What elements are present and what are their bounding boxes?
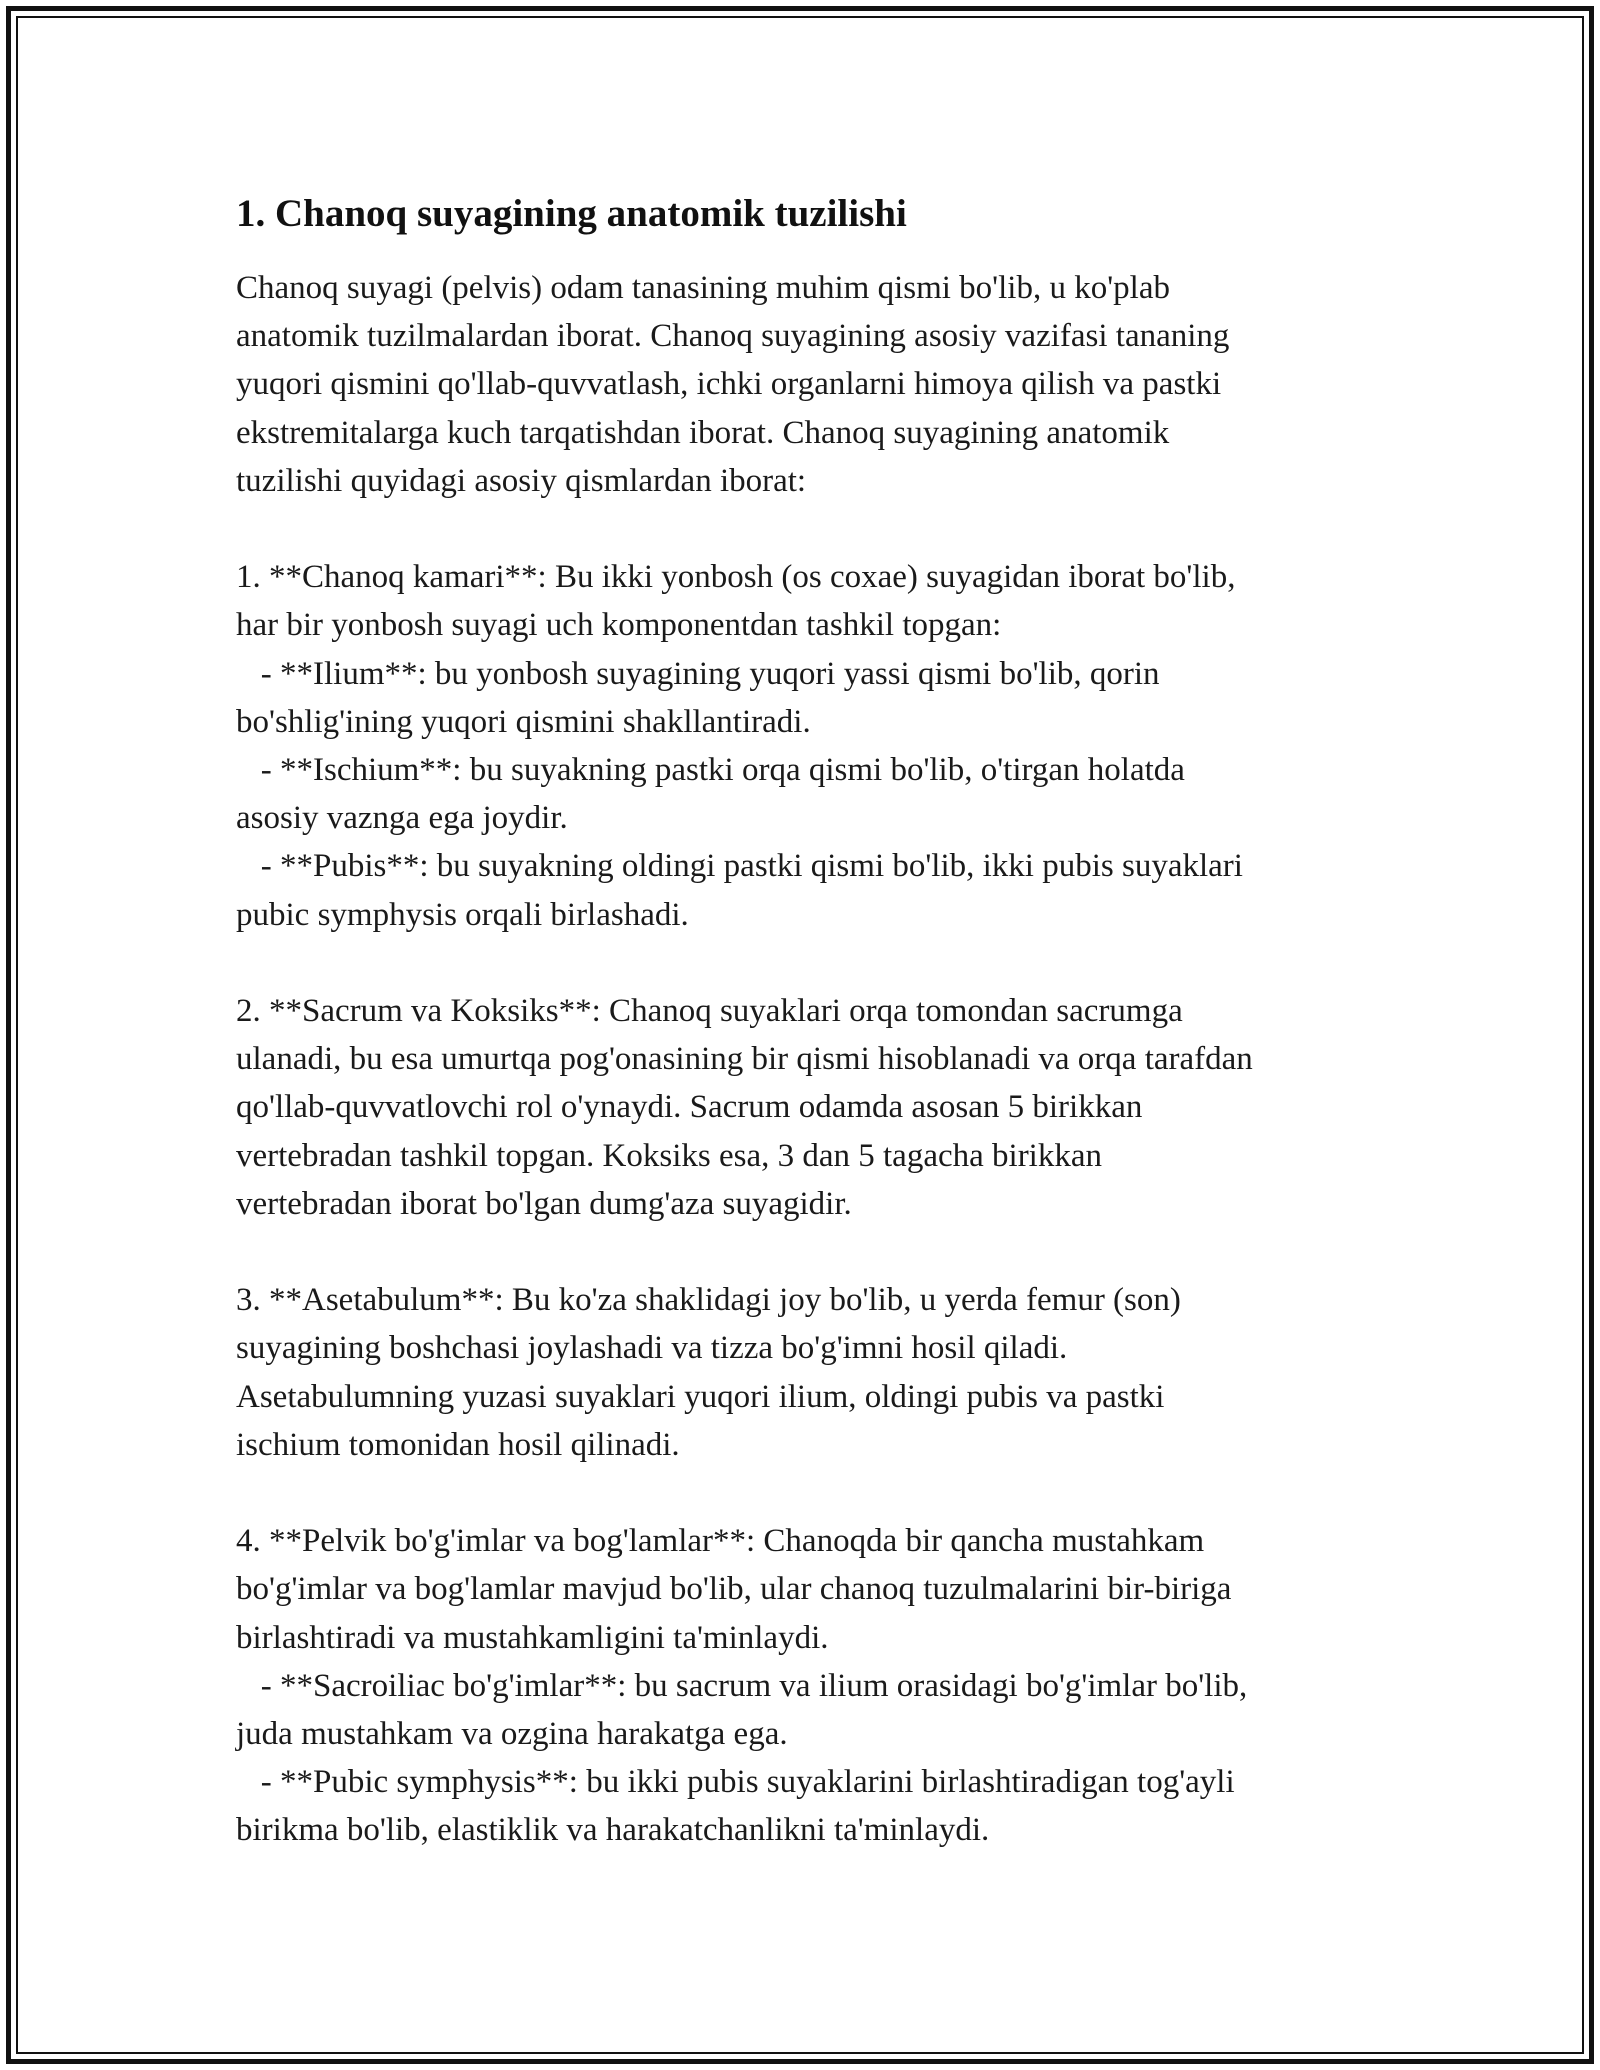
section-line: ulanadi, bu esa umurtqa pog'onasining bir qismi hisoblanadi va orqa tarafdan (236, 1041, 1253, 1078)
section-line: bo'g'imlar va bog'lamlar mavjud bo'lib, ular chanoq tuzulmalarini bir-biriga (236, 1571, 1232, 1608)
section-sacrum-koksiks (236, 987, 1376, 1228)
section-line: - **Pubis**: bu suyakning oldingi pastki qismi bo'lib, ikki pubis suyaklari (236, 848, 1243, 885)
section-line: suyagining boshchasi joylashadi va tizza bo'g'imni hosil qiladi. (236, 1330, 1068, 1367)
section-line: bo'shlig'ining yuqori qismini shakllantiradi. (236, 703, 811, 740)
document-title: 1. Chanoq suyagining anatomik tuzilishi (236, 192, 907, 235)
section-line: - **Ischium**: bu suyakning pastki orqa qismi bo'lib, o'tirgan holatda (236, 752, 1185, 789)
intro-line: anatomik tuzilmalardan iborat. Chanoq suyagining asosiy vazifasi tananing (236, 318, 1230, 355)
section-line: asosiy vaznga ega joydir. (236, 800, 568, 837)
section-line: ischium tomonidan hosil qilinadi. (236, 1426, 680, 1463)
section-line: pubic symphysis orqali birlashadi. (236, 896, 689, 933)
section-line: qo'llab-quvvatlovchi rol o'ynaydi. Sacrum odamda asosan 5 birikkan (236, 1089, 1143, 1126)
section-line: - **Ilium**: bu yonbosh suyagining yuqori yassi qismi bo'lib, qorin (236, 655, 1160, 692)
section-line: - **Sacroiliac bo'g'imlar**: bu sacrum va ilium orasidagi bo'g'imlar bo'lib, (236, 1667, 1248, 1704)
section-line: birikma bo'lib, elastiklik va harakatchanlikni ta'minlaydi. (236, 1812, 990, 1849)
section-line: 2. **Sacrum va Koksiks**: Chanoq suyaklari orqa tomondan sacrumga (236, 993, 1183, 1030)
section-line: vertebradan iborat bo'lgan dumg'aza suyagidir. (236, 1185, 852, 1222)
document-body (236, 188, 1376, 1903)
section-line: vertebradan tashkil topgan. Koksiks esa, 3 dan 5 tagacha birikkan (236, 1137, 1102, 1174)
section-line: 4. **Pelvik bo'g'imlar va bog'lamlar**: Chanoqda bir qancha mustahkam (236, 1523, 1205, 1560)
intro-line: tuzilishi quyidagi asosiy qismlardan iborat: (236, 462, 807, 499)
intro-line: ekstremitalarga kuch tarqatishdan iborat. Chanoq suyagining anatomik (236, 414, 1170, 451)
section-line: birlashtiradi va mustahkamligini ta'minlaydi. (236, 1619, 829, 1656)
intro-line: Chanoq suyagi (pelvis) odam tanasining muhim qismi bo'lib, u ko'plab (236, 270, 1170, 306)
section-chanoq-kamari (236, 553, 1376, 939)
section-line: - **Pubic symphysis**: bu ikki pubis suyaklarini birlashtiradigan tog'ayli (236, 1764, 1235, 1801)
section-pelvik-bogimlar (236, 1517, 1376, 1854)
intro-paragraph (236, 264, 1376, 505)
section-line: Asetabulumning yuzasi suyaklari yuqori ilium, oldingi pubis va pastki (236, 1378, 1165, 1415)
section-line: har bir yonbosh suyagi uch komponentdan tashkil topgan: (236, 607, 1002, 644)
intro-line: yuqori qismini qo'llab-quvvatlash, ichki organlarni himoya qilish va pastki (236, 366, 1222, 403)
section-asetabulum (236, 1276, 1376, 1469)
section-line: juda mustahkam va ozgina harakatga ega. (236, 1716, 788, 1753)
section-line: 1. **Chanoq kamari**: Bu ikki yonbosh (os coxae) suyagidan iborat bo'lib, (236, 559, 1236, 596)
section-line: 3. **Asetabulum**: Bu ko'za shaklidagi joy bo'lib, u yerda femur (son) (236, 1282, 1181, 1319)
